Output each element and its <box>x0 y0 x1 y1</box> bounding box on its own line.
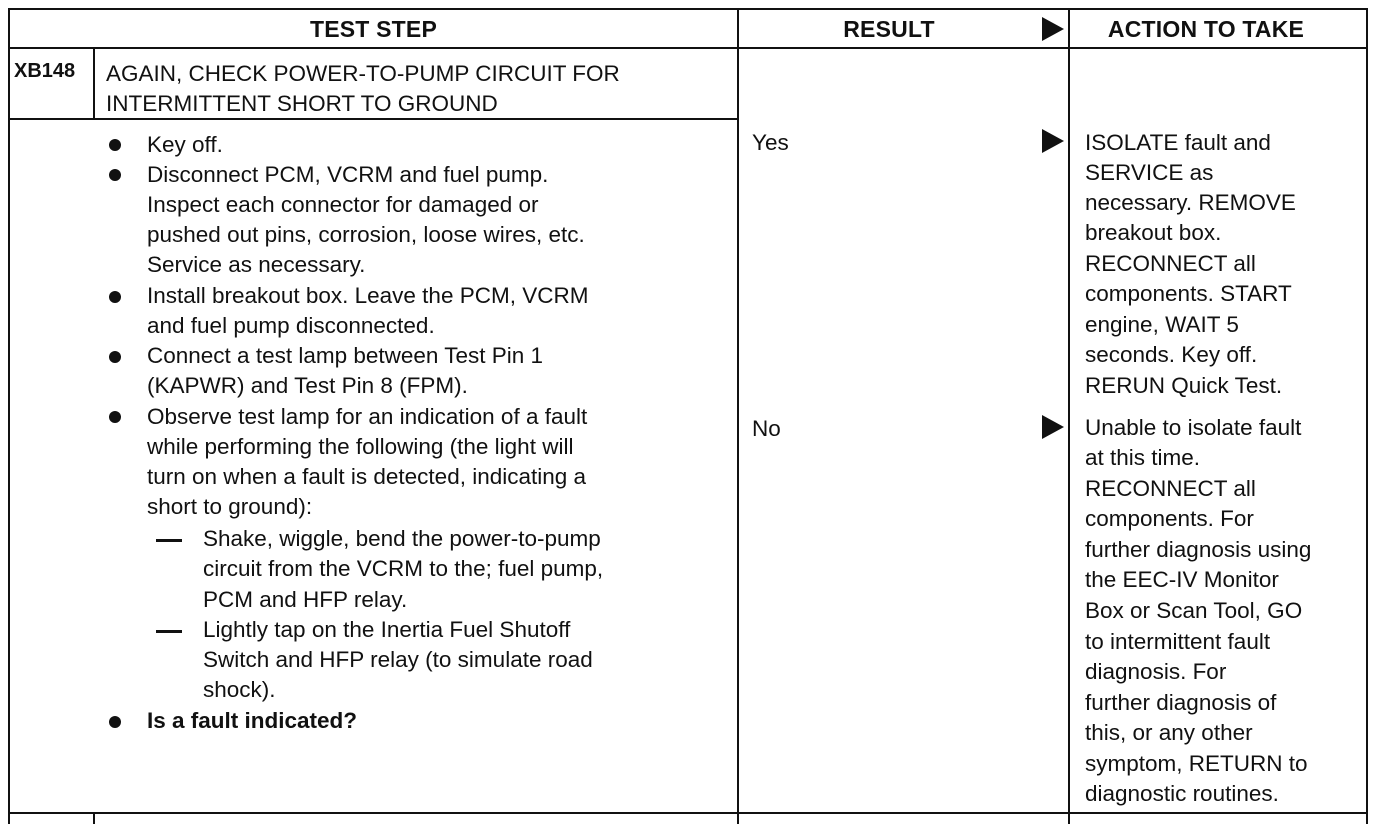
action-yes-line-4: breakout box. <box>1085 220 1222 245</box>
action-yes-line-8: seconds. Key off. <box>1085 342 1258 367</box>
sub-item-1-line-2: circuit from the VCRM to the; fuel pump, <box>203 556 604 581</box>
sub-item-2-line-1: Lightly tap on the Inertia Fuel Shutoff <box>203 617 571 642</box>
sub-item-1-line-1: Shake, wiggle, bend the power-to-pump <box>203 526 601 551</box>
bullet-icon <box>109 716 121 728</box>
bullet-1-line-1: Key off. <box>147 132 223 157</box>
bullet-icon <box>109 139 121 151</box>
bullet-5-line-1: Observe test lamp for an indication of a fault <box>147 404 588 429</box>
bullet-5-line-4: short to ground): <box>147 494 313 519</box>
dash-icon <box>156 539 182 542</box>
bullet-5-line-3: turn on when a fault is detected, indicating a <box>147 464 587 489</box>
action-no-line-7: Box or Scan Tool, GO <box>1085 598 1303 623</box>
table-bottom-border <box>8 812 1368 814</box>
bullet-icon <box>109 351 121 363</box>
action-no-line-9: diagnosis. For <box>1085 659 1227 684</box>
bullet-2-line-4: Service as necessary. <box>147 252 366 277</box>
bullet-4-line-2: (KAPWR) and Test Pin 8 (FPM). <box>147 373 468 398</box>
action-yes-line-5: RECONNECT all <box>1085 251 1256 276</box>
col-divider-result <box>1068 8 1070 824</box>
action-no-line-1: Unable to isolate fault <box>1085 415 1302 440</box>
arrow-right-icon <box>1042 129 1064 153</box>
step-id: XB148 <box>14 60 76 82</box>
sub-item-2-line-3: shock). <box>203 677 276 702</box>
step-title-line-1: AGAIN, CHECK POWER-TO-PUMP CIRCUIT FOR <box>106 61 620 86</box>
step-id-divider <box>93 47 95 118</box>
bullet-icon <box>109 291 121 303</box>
header-result: RESULT <box>843 16 935 42</box>
bullet-icon <box>109 169 121 181</box>
header-action: ACTION TO TAKE <box>1107 16 1305 42</box>
action-no-line-13: diagnostic routines. <box>1085 781 1279 806</box>
action-no-line-5: further diagnosis using <box>1085 537 1312 562</box>
result-yes: Yes <box>752 130 789 155</box>
step-title-line-2: INTERMITTENT SHORT TO GROUND <box>106 91 498 116</box>
action-yes-line-6: components. START <box>1085 281 1292 306</box>
left-border <box>8 8 10 824</box>
action-no-line-4: components. For <box>1085 506 1254 531</box>
bullet-2-line-1: Disconnect PCM, VCRM and fuel pump. <box>147 162 549 187</box>
action-yes-line-2: SERVICE as <box>1085 160 1214 185</box>
bullet-3-line-1: Install breakout box. Leave the PCM, VCRM <box>147 283 589 308</box>
header-arrow-icon <box>1042 17 1064 41</box>
right-border <box>1366 8 1368 824</box>
bullet-2-line-2: Inspect each connector for damaged or <box>147 192 539 217</box>
action-yes-line-9: RERUN Quick Test. <box>1085 373 1283 398</box>
bullet-4-line-1: Connect a test lamp between Test Pin 1 <box>147 343 544 368</box>
sub-item-1-line-3: PCM and HFP relay. <box>203 587 408 612</box>
col-divider-test-step <box>737 8 739 824</box>
action-yes-line-1: ISOLATE fault and <box>1085 130 1271 155</box>
action-no-line-6: the EEC-IV Monitor <box>1085 567 1279 592</box>
action-no-line-3: RECONNECT all <box>1085 476 1256 501</box>
action-no-line-2: at this time. <box>1085 445 1201 470</box>
bullet-icon <box>109 411 121 423</box>
result-no: No <box>752 416 781 441</box>
bullet-5-line-2: while performing the following (the light will <box>147 434 574 459</box>
dash-icon <box>156 630 182 633</box>
header-test-step: TEST STEP <box>309 16 438 42</box>
bullet-3-line-2: and fuel pump disconnected. <box>147 313 435 338</box>
question-text: Is a fault indicated? <box>147 708 358 733</box>
action-no-line-10: further diagnosis of <box>1085 690 1277 715</box>
action-no-line-12: symptom, RETURN to <box>1085 751 1308 776</box>
action-yes-line-3: necessary. REMOVE <box>1085 190 1296 215</box>
bullet-2-line-3: pushed out pins, corrosion, loose wires, etc. <box>147 222 585 247</box>
action-yes-line-7: engine, WAIT 5 <box>1085 312 1239 337</box>
action-no-line-8: to intermittent fault <box>1085 629 1271 654</box>
action-no-line-11: this, or any other <box>1085 720 1253 745</box>
sub-item-2-line-2: Switch and HFP relay (to simulate road <box>203 647 593 672</box>
arrow-right-icon <box>1042 415 1064 439</box>
